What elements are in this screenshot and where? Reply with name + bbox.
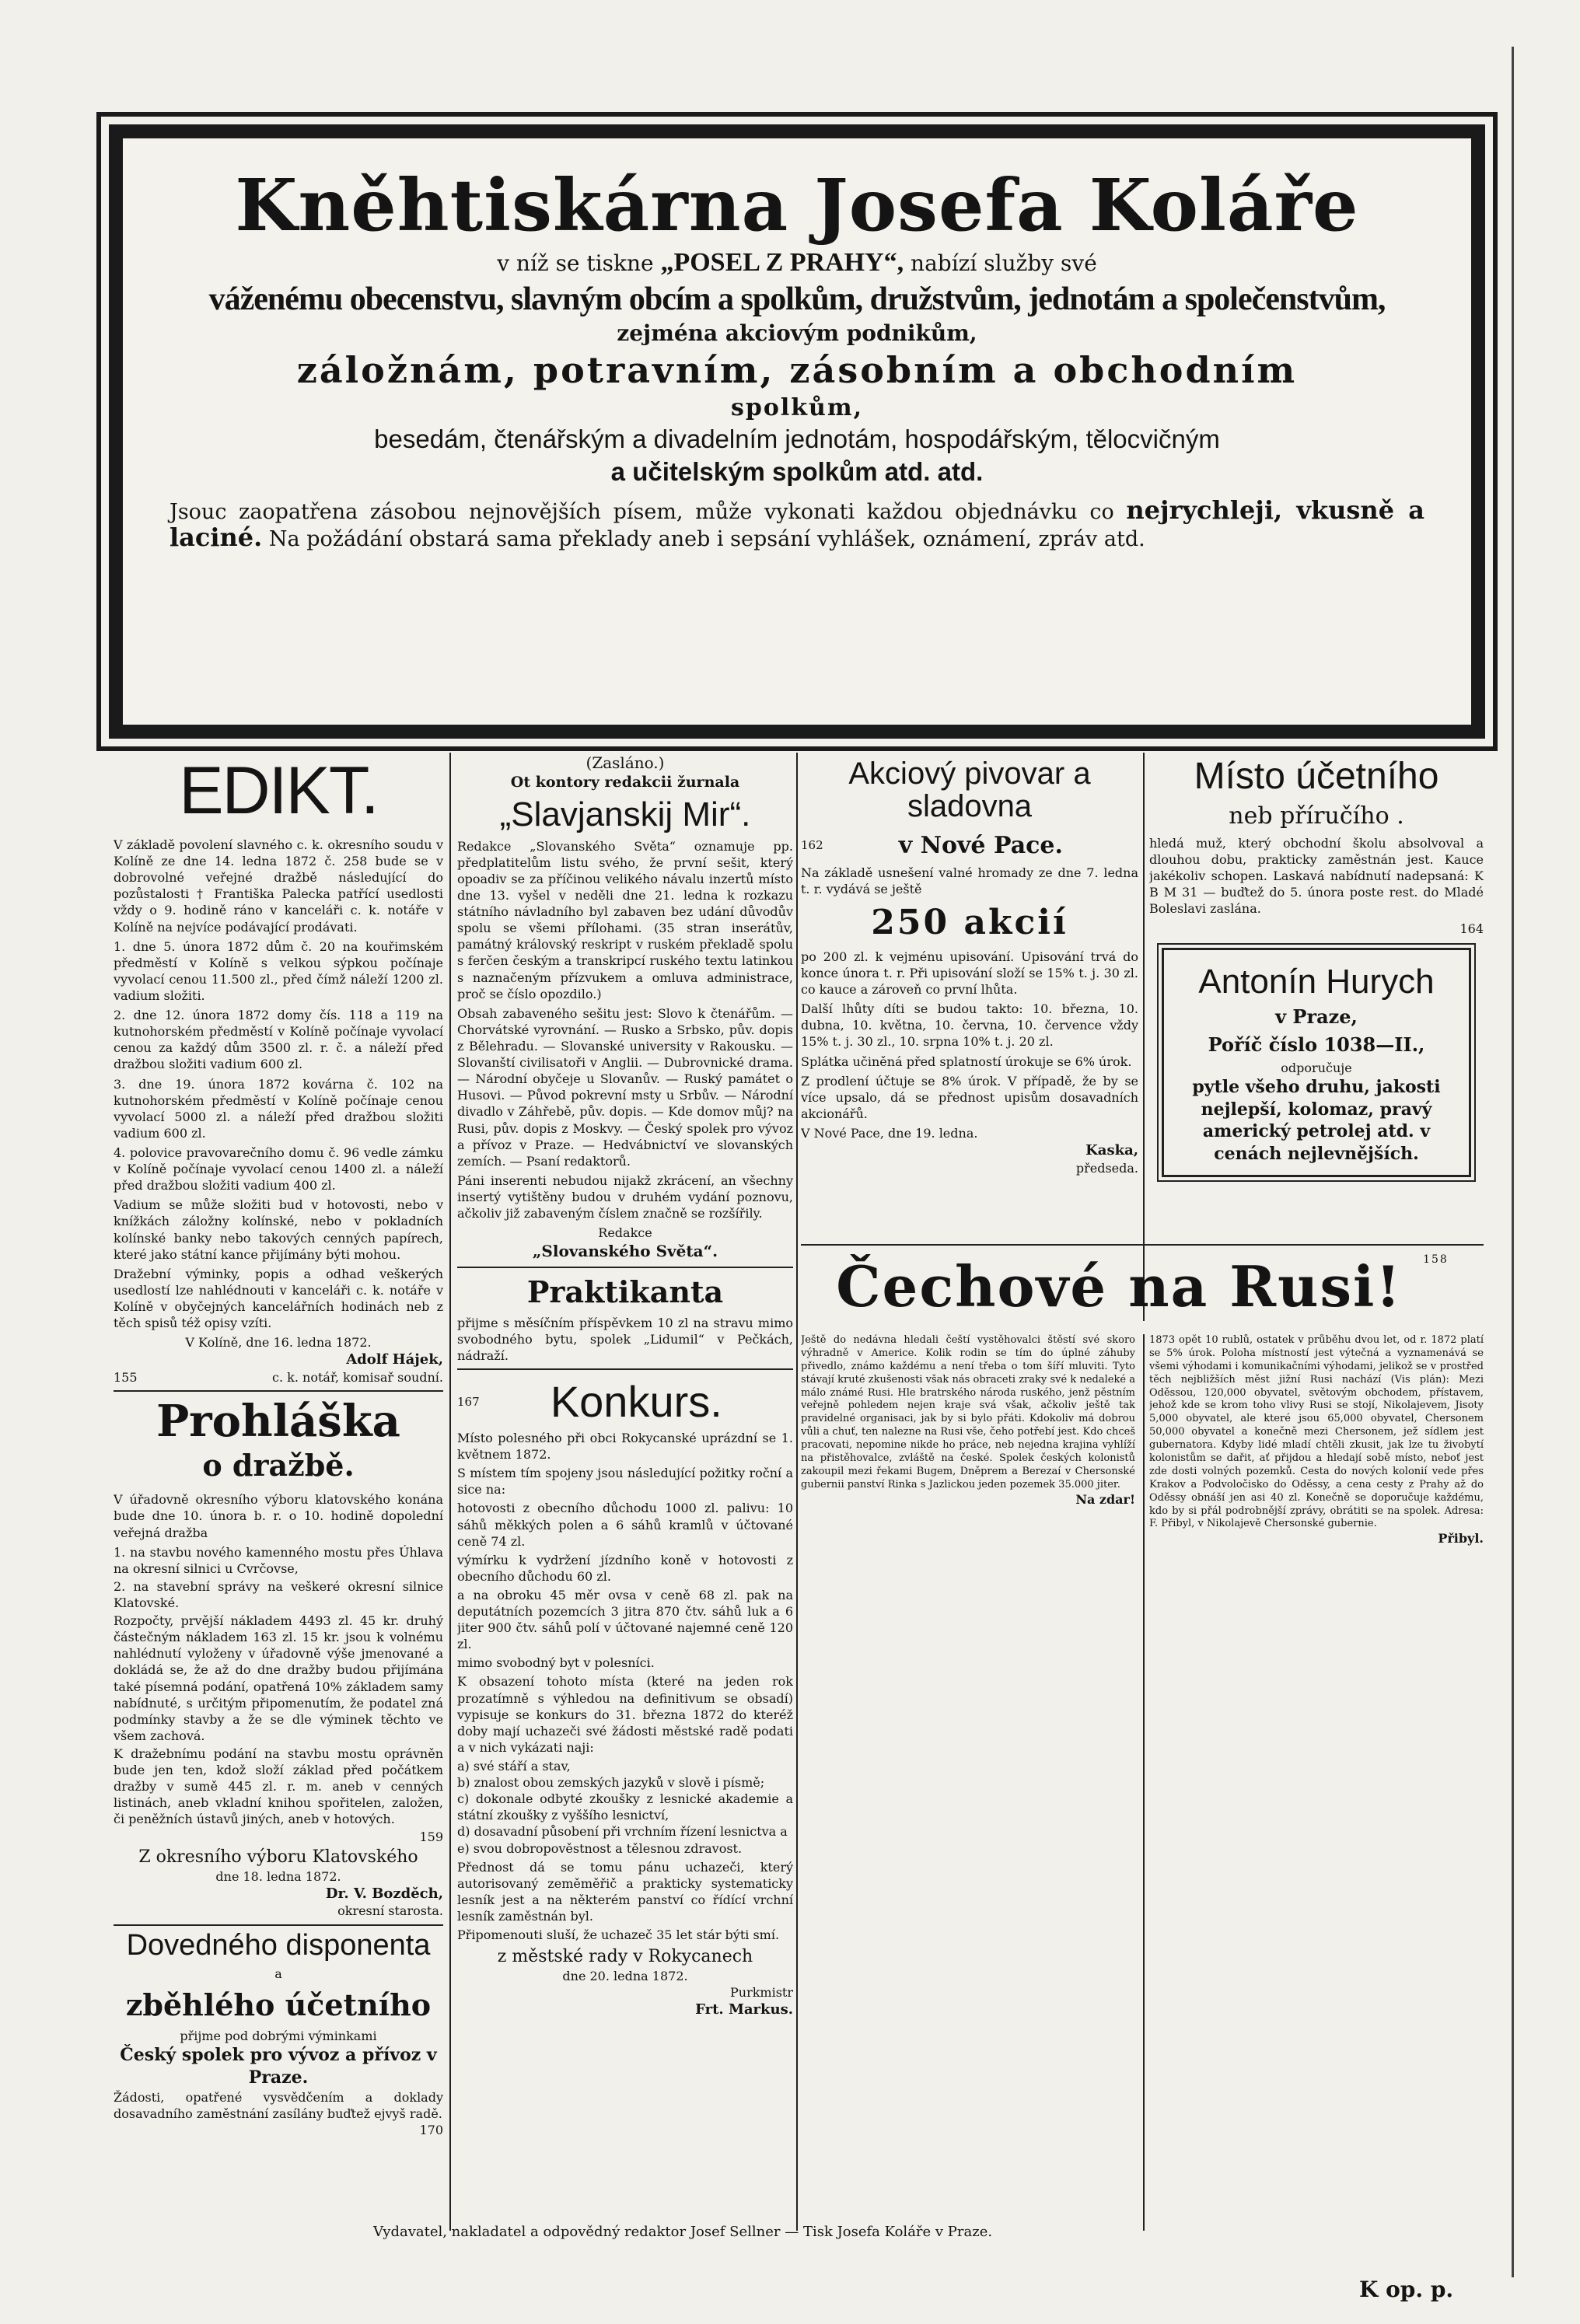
konkurs-item: a) své stáří a stav,: [457, 1759, 571, 1774]
edikt-number: 155: [114, 1370, 138, 1386]
edikt-item: 4. polovice pravovarečního domu č. 96 vedle zámku v Kolíně počínaje vyvolací cenou 1400 zl. a náleží před dražbou složiti vadium 400 zl.: [114, 1145, 443, 1193]
advert-prints-post: nabízí služby své: [911, 250, 1097, 276]
cechove-left-text: Ještě do nedávna hledali čeští vystěhovalci štěstí své skoro výhradně v Americe. Kolik rodin se tím do úplné záhuby přivedlo, známo každému a není třeba o tom šíří mluviti. Tyto stávají kruté zkušenosti však nás obraceti zraky své k nedaleké a málo známé Rusi. Hle bratrského národa ruského, jenž pěstním veřejně pohledem nejen kraje svá však, ačkoliv ještě tak pravidelné organisaci, jak by si bylo přáti. Kdokoliv má dobrou vůli a chuť, ten nalezne na Rusi vše, čeho potřebí jest. Kdo chceš pracovati, nepomine nikde ho práce, neb nejedna krajina vyhlíží na přistěhovalce, zvláště na české. Spolek českých kolonistů zakoupil mezi řekami Bugem, Dněprem a Berezaí v Chersonské gubernii panství Rinka s Jazlickou jeden pozemek 35.000 jiter.: [801, 1334, 1135, 1491]
edikt-signature: Adolf Hájek,: [346, 1351, 443, 1368]
prohlaska-number: 159: [419, 1829, 443, 1845]
pivovar-place: v Nové Pace.: [898, 832, 1063, 859]
library-stamp: K op. p.: [1359, 2277, 1454, 2302]
redakce-name: „Slovanského Světa“.: [532, 1242, 718, 1261]
advert-besedam-line: besedám, čtenářským a divadelním jednotám, hospodářským, tělocvičným: [374, 424, 1220, 453]
advert-offer-a: Jsouc zaopatřena zásobou nejnovějších písem, může vykonati každou objednávku co: [170, 500, 1114, 525]
slavjanskij-contents: Obsah zabaveného sešitu jest: Slovo k čtenářům. — Chorvátské vyrovnání. — Rusko a Srbsko, pův. dopis z Bělehradu. — Slovanské university v Rakousku. — Slovanští civilisatoři v Anglii. — Dubrovnické drama. — Národní obyčeje u Slovanův. — Ruský památet o Husovi. — Původ pokrevní msty u Srbův. — Národní divadlo v Záhřebě, pův. dopis. — Kde domov můj? na Rusi, pův. dopis z Moskvy. — Český spolek pro vývoz a přívoz v Praze. — Hedvábnictví ve slovanských zemích. — Psaní redaktorů.: [457, 1005, 793, 1169]
kontory-heading: Ot kontory redakcii žurnala: [510, 774, 740, 792]
prohlaska-signature-role: okresní starosta.: [337, 1903, 443, 1919]
hurych-place: v Praze,: [1275, 1005, 1358, 1028]
divider: [457, 1267, 793, 1268]
pivovar-text: Další lhůty díti se budou takto: 10. března, 10. dubna, 10. května, 10. června, 10. července vždy 15% t. j. 30 zl., 10. srpna 10% t. j. 20 zl.: [801, 1001, 1138, 1050]
column-2: [457, 753, 793, 2231]
redakce-label: Redakce: [598, 1225, 652, 1241]
konkurs-text: hotovosti z obecního důchodu 1000 zl. palivu: 10 sáhů měkkých polen a 6 sáhů kramlů v účtované ceně 74 zl.: [457, 1501, 793, 1549]
advert-paper-name: „POSEL Z PRAHY“,: [660, 247, 904, 277]
divider: [801, 1244, 1484, 1246]
column-rule: [449, 753, 451, 2231]
hurych-goods: pytle všeho druhu, jakosti nejlepší, kolomaz, pravý americký petrolej atd. v cenách nejlevnějších.: [1192, 1077, 1441, 1165]
column-rule: [796, 753, 798, 2231]
hurych-address: Poříč číslo 1038—II.,: [1208, 1033, 1425, 1056]
konkurs-text: mimo svobodný byt v polesníci.: [457, 1655, 655, 1671]
cesky-spolek: Český spolek pro vývoz a přívoz v Praze.: [120, 2044, 437, 2088]
prohlaska-item: 2. na stavební správy na veškeré okresní silnice Klatovské.: [114, 1578, 443, 1610]
pivovar-text: Z prodlení účtuje se 8% úrok. V případě, že by se více upsalo, dá se přednost upisům dosavadních akcionářů.: [801, 1073, 1138, 1121]
column-1: [114, 753, 443, 2231]
ucetni-text: hledá muž, který obchodní školu absolvoval a dlouhou dobu, prakticky zaměstnán jest. Kauce jakékoliv schopen. Laskavá nabídnutí nadepsaná: K B M 31 — buďtež do 5. února poste rest. do Mladé Boleslavi zaslána.: [1149, 835, 1484, 917]
konkurs-place: z městské rady v Rokycanech: [497, 1947, 753, 1967]
praktikant-heading: Praktikanta: [526, 1274, 724, 1309]
edikt-item: Dražební výminky, popis a odhad veškerých usedlostí lze nahlédnouti v kanceláři c. k. notáře v Kolíně v obyčejných kancelářních hodinách neb z těch spisů též opisy vzíti.: [114, 1266, 443, 1331]
divider: [457, 1368, 793, 1370]
edikt-place: V Kolíně, dne 16. ledna 1872.: [185, 1335, 372, 1351]
column-4: [1149, 753, 1484, 1243]
konkurs-heading: Konkurs.: [550, 1377, 722, 1427]
advert-public-line: váženému obecenstvu, slavným obcím a spolkům, družstvům, jednotám a společenstvům,: [208, 281, 1386, 317]
advert-ucitel-line: a učitelským spolkům atd. atd.: [610, 456, 984, 486]
prohlaska-item: K dražebnímu podání na stavbu mostu oprávněn bude jen ten, kdož složí základ před počátkem dražby v sumě 445 zl. r. m. aneb v cenných listinách, aneb vkladní knihou spořitelen, založen, či peněžních ústavů jiných, aneb v hotových.: [114, 1746, 443, 1827]
konkurs-number: 167: [457, 1394, 480, 1409]
konkurs-text: K obsazení tohoto místa (které na jeden rok prozatímně s výhledou na definitivum se obsadí) vypisuje se konkurs do 31. března 1872 do kteréž doby mají uchazeči své žádosti městské radě podati a v nich vykázati naji:: [457, 1674, 793, 1755]
ucetni-heading: Místo účetního: [1194, 756, 1439, 797]
advert-offer-text: [170, 497, 1424, 551]
prohlaska-date: dne 18. ledna 1872.: [215, 1868, 341, 1884]
zaslano-label: (Zasláno.): [586, 753, 665, 772]
edikt-item: 3. dne 19. února 1872 kovárna č. 102 na kutnohorském předměstí v Kolíně počínaje cenou vyvolací 5000 zl. a náleží před dražbou složiti vadium 600 zl.: [114, 1076, 443, 1141]
imprint-footer: Vydavatel, nakladatel a odpovědný redaktor Josef Sellner — Tisk Josefa Koláře v Praze.: [373, 2224, 993, 2240]
slavjanskij-text: Redakce „Slovanského Světa“ oznamuje pp. předplatitelům listu svého, že první sešit, který opoadiv se za příčinou velikého návalu inzertů místo dne 13. vyšel v neděli dne 21. ledna k rozkazu státního návladního byl zabaven bez udání důvodův spolu se všemi přílohami. (35 stran inserátův, památný královský reskript v ruském překladě spolu s ferčen českým a transkripcí ruského textu latinkou s naznačeným přízvukem a omluva administrace, proč se číslo opozdilo.): [457, 838, 793, 1001]
column-3: [801, 753, 1138, 1243]
edikt-text: V základě povolení slavného c. k. okresního soudu v Kolíně ze dne 14. ledna 1872 č. 258 bude se v dobrovolné veřejné dražbě následující do pozůstalosti † Františka Palecka patřící usedlosti vždy o 9. hodině ráno v kanceláři c. k. notáře v Kolíně na nejvíce podávající prodávati.: [114, 837, 443, 935]
prohlaska-item: Rozpočty, prvější nákladem 4493 zl. 45 kr. druhý částečným nákladem 163 zl. 15 kr. jsou k volnému nahlédnutí vyloženy v úřadovně výše jmenované a dokládá se, že až do dne dražby budou přijímána také písemná podání, opatřená 10% základem samy nabídnuté, s určitým připomenutím, že podatel zná podmínky stavby a že se dle výminek těchto ve všem zachová.: [114, 1613, 443, 1743]
advert-zalozny-line: záložnám, potravním, zásobním a obchodním: [296, 348, 1298, 391]
cechove-sign-left: Na zdar!: [1075, 1491, 1135, 1507]
edikt-heading: EDIKT.: [179, 753, 378, 828]
pivovar-signature: Kaska,: [1085, 1142, 1138, 1159]
konkurs-item: e) svou dobropověstnost a tělesnou zdravost.: [457, 1840, 743, 1856]
konkurs-purkmistr: Purkmistr: [730, 1985, 793, 2001]
pivovar-text: po 200 zl. k vejménu upisování. Upisování trvá do konce února t. r. Při upisování složí se 15% t. j. 30 zl. co kauce a zároveň co první lhůta.: [801, 949, 1138, 998]
pivovar-signature-role: předseda.: [1075, 1160, 1138, 1176]
cechove-right-text: 1873 opět 10 rublů, ostatek v průběhu dvou let, od r. 1872 platí se 5% úrok. Poloha místností jest výtečná a vyznamenává se všemi výhodami i komunikačními výhodami, jelikož se v prostřed těch nejbližších měst jižní Rusi nachází (Vis plán): Mezi Oděssou, 120,000 obyvatel, světovým obchodem, přístavem, jehož kde se krom toho vlivy Rusi se stojí, Nikolajevem, Jisoty 5,000 obyvatel, ale které jsou 65,000 obyvatel, Chersonem 50,000 obyvatel a konečně mezi Chersonem, jež sídlem jest gubernatora. Kdyby lidé mladí chtěli zkusit, jak lze tu živobytí kolonistům se dařit, ať přijdou a hledají sobě místo, neboť jest zde dosti volných pozemků. Cesta do nových kolonií vede přes Krakov a Podvoločisko do Oděssy, a cena cesty z Prahy až do Oděssy obnáší jen asi 40 zl. Konečně se doporučuje každému, kdo by si přál podrobnější zprávy, obrátiti se na spolek. Adresa: F. Přibyl, v Nikolajevě Chersonské gubernie.: [1149, 1334, 1484, 1530]
pivovar-number: 162: [801, 837, 823, 852]
edikt-item: Vadium se může složiti bud v hotovosti, nebo v knížkách záložny kolínské, nebo v pokladních kolínské banky nebo takových cenných papírech, které jako státní kance přijímány býti mohou.: [114, 1197, 443, 1262]
divider: [114, 1390, 443, 1392]
hurych-recommends: odporučuje: [1281, 1061, 1352, 1076]
konkurs-text: Místo polesného při obci Rokycanské uprázdní se 1. květnem 1872.: [457, 1430, 793, 1463]
konkurs-text: S místem tím spojeny jsou následující požitky roční a sice na:: [457, 1466, 793, 1497]
prohlaska-heading: Prohláška: [156, 1396, 400, 1448]
konkurs-text: Přednost dá se tomu pánu uchazeči, který autorisovaný zeměměřič a prakticky systematicky lesník jest a na některém panství co řídící vrchní lesník zaměstnán byl.: [457, 1859, 793, 1924]
prohlaska-place: Z okresního výboru Klatovského: [138, 1847, 418, 1867]
slavjanskij-heading: „Slavjanskij Mir“.: [499, 795, 751, 834]
edikt-item: 1. dne 5. února 1872 dům č. 20 na kouřimském předměstí v Kolíně s velkou sýpkou počínaje vyvolací cenou 11.500 zl., před čímž náleží 1200 zl. vadium složiti.: [114, 938, 443, 1003]
konkurs-item: b) znalost obou zemských jazyků v slově i písmě;: [457, 1775, 765, 1791]
cechove-left-column: [801, 1334, 1135, 2231]
konkurs-date: dne 20. ledna 1872.: [562, 1969, 688, 1984]
accountant-heading: zběhlého účetního: [125, 1987, 432, 2022]
hurych-advert: [1162, 948, 1471, 1177]
accountant-number: 170: [419, 2123, 443, 2138]
disponent-and: a: [274, 1966, 282, 1982]
column-rule: [1143, 1334, 1145, 2231]
ucetni-subheading: neb příručího .: [1229, 802, 1404, 830]
cechove-number: 158: [1423, 1253, 1449, 1266]
konkurs-head: [457, 1375, 793, 1430]
konkurs-text: a na obroku 45 měr ovsa v ceně 68 zl. pak na deputátních pozemcích 3 jitra 870 čtv. sáhů luk a 6 jiter 900 čtv. sáhů polí v účtované najemné ceně 120 zl.: [457, 1587, 793, 1652]
cechove-title: Čechové na Rusi!: [836, 1253, 1402, 1319]
advert-prints-pre: v níž se tiskne: [497, 250, 654, 276]
prohlaska-text: V úřadovně okresního výboru klatovského konána bude dne 10. února b. r. o 10. hodině dopolední veřejná dražba: [114, 1492, 443, 1540]
konkurs-text: výmírku k vydržení jízdního koně v hotovosti z obecního důchodu 60 zl.: [457, 1552, 793, 1584]
advert-akciovy-line: zejména akciovým podnikům,: [617, 320, 977, 347]
accountant-terms: přijme pod dobrými výminkami: [180, 2028, 377, 2043]
advert-offer-b: Na požádání obstará sama překlady aneb i sepsání vyhlášek, oznámení, zpráv atd.: [268, 527, 1145, 552]
column-rule: [1143, 753, 1145, 1321]
hurych-name: Antonín Hurych: [1198, 962, 1435, 1001]
prohlaska-item: 1. na stavbu nového kamenného mostu přes Úhlava na okresní silnici u Cvrčovse,: [114, 1544, 443, 1576]
printing-house-advert: [170, 154, 1424, 709]
prohlaska-subheading: o dražbě.: [202, 1448, 355, 1484]
praktikant-text: přijme s měsíčním příspěvkem 10 zl na stravu mimo svobodného bytu, spolek „Lidumil“ v Pečkách, nádraží.: [457, 1315, 793, 1364]
pivovar-text: Na základě usnešení valné hromady ze dne 7. ledna t. r. vydává se ještě: [801, 865, 1138, 896]
pivovar-place-row: [801, 827, 1138, 865]
edikt-signature-role: c. k. notář, komisař soudní.: [272, 1370, 443, 1386]
konkurs-signature: Frt. Markus.: [695, 2001, 793, 2018]
slavjanskij-inserenti: Páni inserenti nebudou nijakž zkrácení, an všechny insertý vytištěny budou v druhém vydání poznovu, ačkoliv již zabaveným číslem značně se rozšířily.: [457, 1172, 793, 1221]
advert-spolkum-line: spolkům,: [730, 393, 864, 421]
ornamental-frame: [109, 124, 1485, 739]
divider: [114, 1924, 443, 1926]
prohlaska-signature: Dr. V. Bozděch,: [325, 1885, 443, 1902]
edikt-footer: [114, 1369, 443, 1386]
konkurs-item: c) dokonale odbyté zkoušky z lesnické akademie a státní zkoušky z vyššího lesnictví,: [457, 1791, 793, 1823]
advert-title: Kněhtiskárna Josefa Koláře: [235, 163, 1359, 247]
advert-prints-line: [170, 248, 1424, 277]
pivovar-place-date: V Nové Pace, dne 19. ledna.: [801, 1125, 978, 1141]
cechove-heading: [801, 1253, 1484, 1319]
konkurs-item: d) dosavadní působení při vrchním řízení lesnictva a: [457, 1824, 788, 1840]
accountant-requests: Žádosti, opatřené vysvědčením a doklady dosavadního zaměstnání zasílány buďtež ejvyš radě.: [114, 2089, 443, 2122]
pivovar-heading: Akciový pivovar a sladovna: [848, 757, 1091, 823]
advert-offer-em: nejrychleji, vkusně a laciné.: [170, 495, 1424, 553]
konkurs-text: Připomenouti sluší, že uchazeč 35 let stár býti smí.: [457, 1927, 780, 1943]
ucetni-number: 164: [1459, 921, 1484, 936]
page-edge-rule: [1512, 47, 1514, 2277]
cechove-sign-right: Přibyl.: [1438, 1531, 1484, 1546]
pivovar-shares: 250 akcií: [871, 902, 1068, 942]
cechove-right-column: [1149, 1334, 1484, 2231]
disponent-heading: Dovedného disponenta: [126, 1928, 431, 1962]
edikt-item: 2. dne 12. února 1872 domy čís. 118 a 119 na kutnohorském předměstí v Kolíně počínaje vyvolací cenou za každý dům 3500 zl. r. č. a náleží před dražbou složiti vadium 600 zl.: [114, 1008, 443, 1072]
pivovar-text: Splátka učiněná před splatností úrokuje se 6% úrok.: [801, 1054, 1132, 1069]
